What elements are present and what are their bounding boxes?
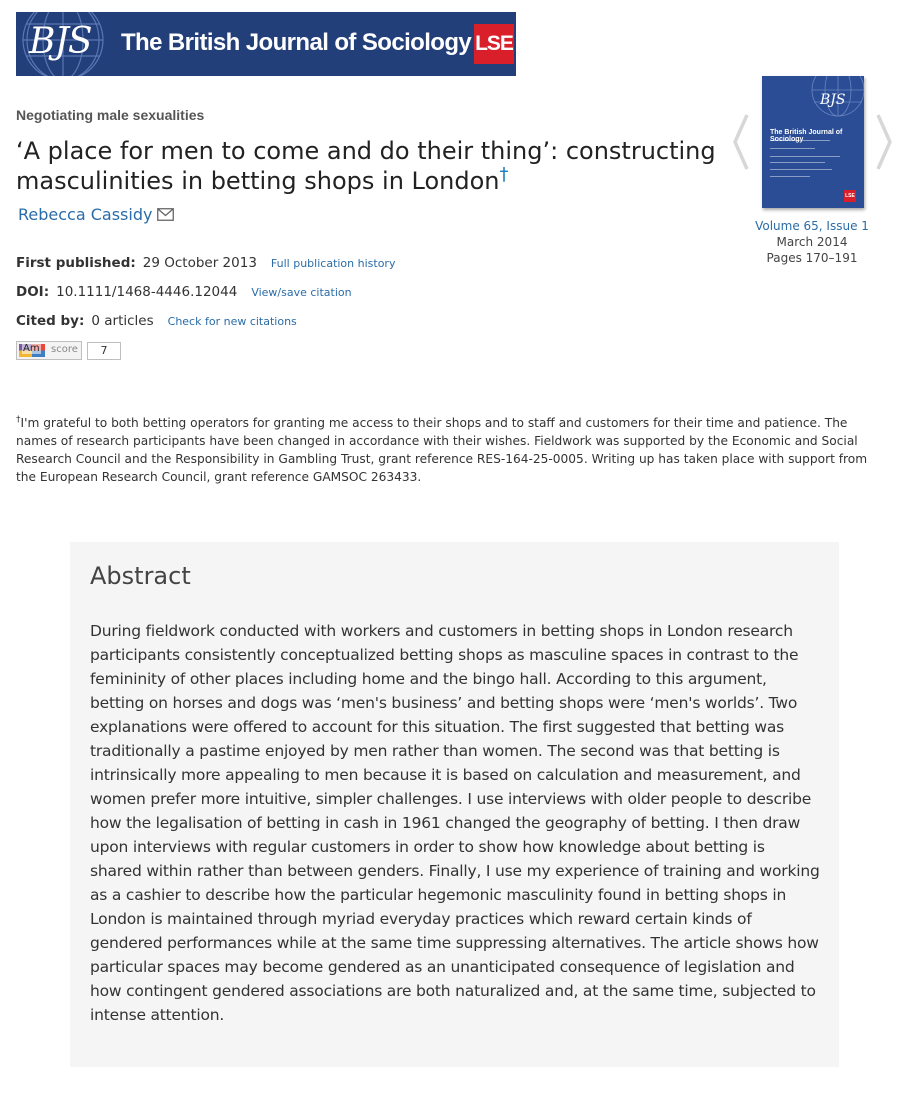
cover-text-line xyxy=(770,148,815,149)
issue-date: March 2014 xyxy=(776,235,848,249)
abstract-text: During fieldwork conducted with workers and customers in betting shops in London research participants consistently conceptualized betting shops as masculine spaces in contrast to the femininity of other places including home and the bingo hall. According to this argument, betting on horses and dogs was ‘men's business’ and betting shops were ‘men's worlds’. Two explanations were offered to account for this situation. The first suggested that betting was traditionally a pastime enjoyed by men rather than women. The second was that betting is intrinsically more appealing to men because it is based on calculation and measurement, and women prefer more intuitive, simpler challenges. I use interviews with older people to describe how the legalisation of betting in cash in 1961 changed the geography of betting. I then draw upon interviews with regular customers in order to show how knowledge about betting is shared within rather than between genders. Finally, I use my experience of training and working as a cashier to describe how the particular hegemonic masculinity found in betting shops in London is maintained through myriad everyday practices which reward certain kinds of gendered performances while at the same time suppressing alternatives. The article shows how particular spaces may become gendered as an unanticipated consequence of legislation and how contingent gendered associations are both naturalized and, at the same time, subjected to intense attention. xyxy=(90,622,820,1024)
mail-icon[interactable] xyxy=(157,208,174,221)
acknowledgement-footnote xyxy=(16,411,888,486)
journal-banner[interactable] xyxy=(16,12,516,76)
abstract-section xyxy=(70,542,839,1067)
cover-text-line xyxy=(770,176,810,177)
altmetric-score[interactable]: 7 xyxy=(87,342,121,360)
lse-logo[interactable]: LSE xyxy=(474,24,514,64)
issue-info xyxy=(740,218,884,266)
cover-text-line xyxy=(770,156,840,157)
cited-by-value: 0 articles xyxy=(91,313,154,329)
footnote-text: I'm grateful to both betting operators for granting me access to their shops and to staff and customers for their time and patience. The names of research participants have been changed in accordance with their wishes. Fieldwork was supported by the Economic and Social Research Council and the Responsibility in Gambling Trust, grant reference RES-164-25-0005. Writing up has taken place with support from the European Research Council, grant reference GAMSOC 263433. xyxy=(16,416,868,485)
article-title xyxy=(16,136,736,196)
issue-volume-link[interactable]: Volume 65, Issue 1 xyxy=(755,219,869,233)
first-published-row xyxy=(16,255,395,271)
cited-by-label: Cited by: xyxy=(16,313,85,329)
first-published-label: First published: xyxy=(16,255,136,271)
abstract-heading: Abstract xyxy=(90,562,191,590)
author-link[interactable]: Rebecca Cassidy xyxy=(18,205,153,224)
doi-label: DOI: xyxy=(16,284,50,300)
altmetric-am-label: Am xyxy=(23,343,40,354)
author-row xyxy=(18,205,174,224)
altmetric-donut-icon xyxy=(19,344,45,357)
cover-text-line xyxy=(770,140,830,141)
chevron-right-icon[interactable] xyxy=(874,112,894,172)
cover-text-line xyxy=(770,169,832,170)
citation-link[interactable]: View/save citation xyxy=(251,286,352,299)
altmetric-badge[interactable] xyxy=(16,341,82,360)
cover-bjs-logo: BJS xyxy=(820,92,846,108)
altmetric-score-label: score xyxy=(51,344,78,355)
chevron-left-icon[interactable] xyxy=(731,112,751,172)
check-citations-link[interactable]: Check for new citations xyxy=(167,315,297,328)
cover-lse-logo: LSE xyxy=(844,190,856,202)
footnote-marker: † xyxy=(16,415,21,425)
issue-cover[interactable] xyxy=(762,76,864,208)
altmetric-widget[interactable] xyxy=(16,341,121,360)
cover-text-line xyxy=(770,162,825,163)
article-title-text: ‘A place for men to come and do their thing’: constructing masculinities in betting shops in London xyxy=(16,137,716,195)
doi-row xyxy=(16,284,352,300)
issue-pages: Pages 170–191 xyxy=(766,251,858,265)
publication-history-link[interactable]: Full publication history xyxy=(270,257,396,270)
cover-title: The British Journal of Sociology xyxy=(770,129,843,143)
first-published-date: 29 October 2013 xyxy=(142,255,257,271)
title-footnote-link[interactable]: † xyxy=(499,164,509,185)
bjs-logo: BJS xyxy=(29,21,92,62)
journal-title[interactable]: The British Journal of Sociology xyxy=(121,29,472,56)
section-label: Negotiating male sexualities xyxy=(16,107,205,123)
cited-by-row xyxy=(16,313,297,329)
doi-value: 10.1111/1468-4446.12044 xyxy=(56,284,238,300)
